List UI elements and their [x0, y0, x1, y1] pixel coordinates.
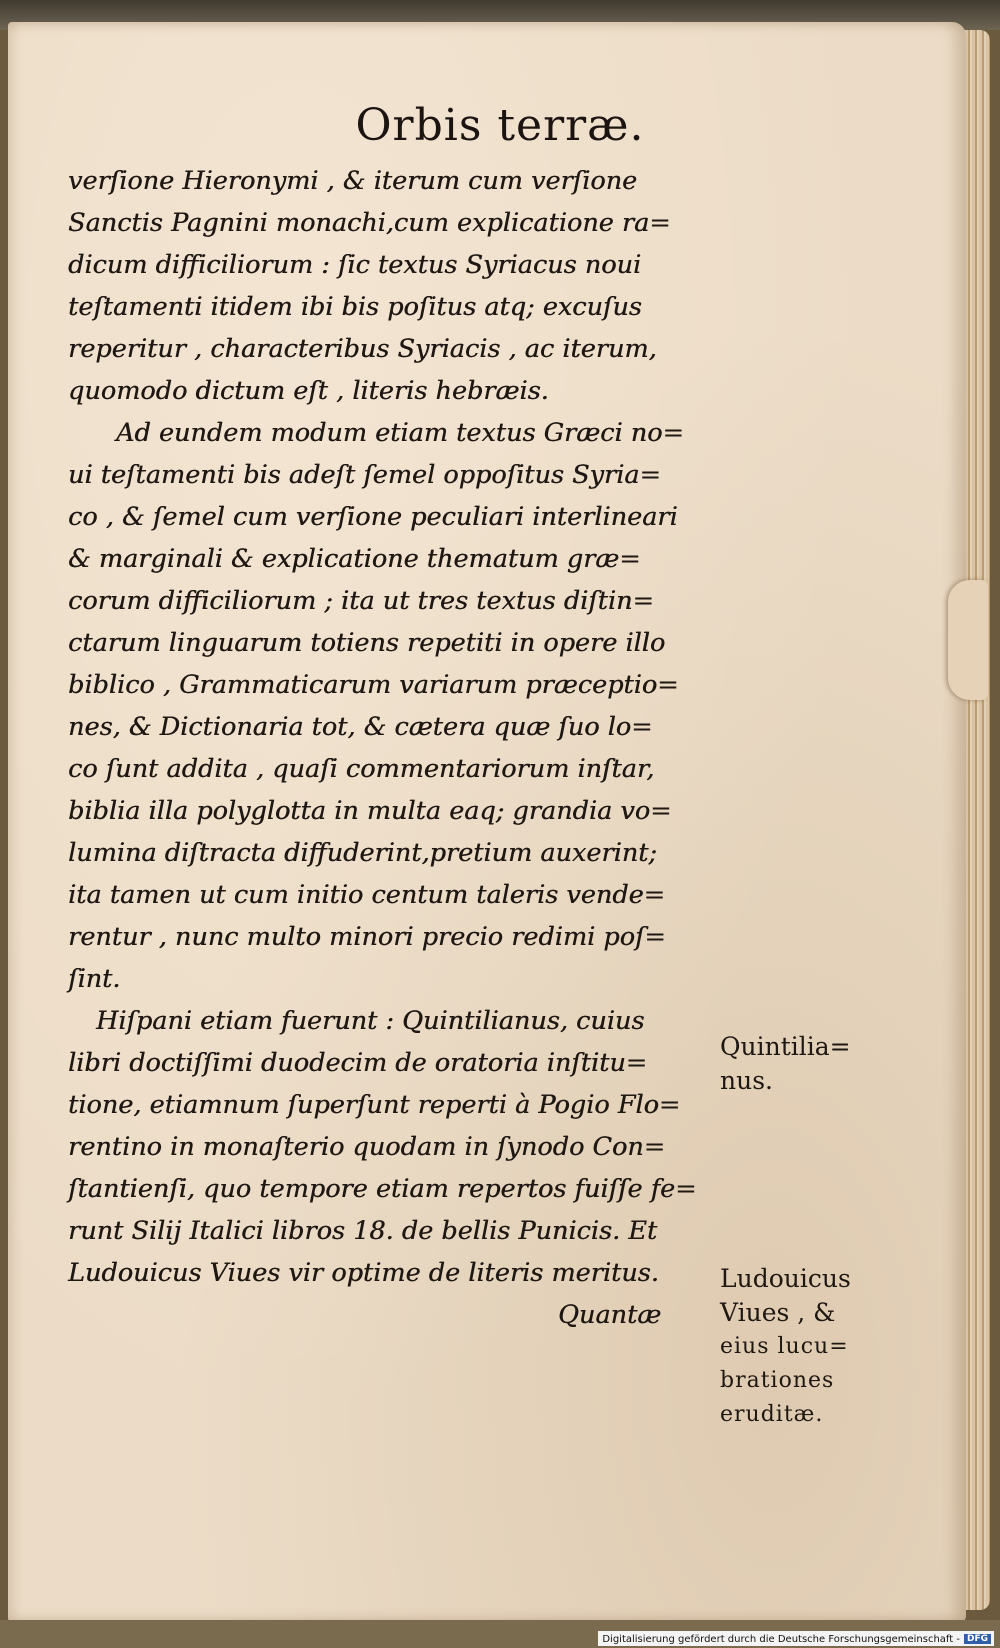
text-line: ſtantienſi, quo tempore etiam repertos fuiſſe fe= — [68, 1174, 697, 1204]
text-line: quomodo dictum eſt , literis hebræis. — [68, 376, 549, 406]
margin-note-line: Ludouicus — [720, 1264, 851, 1293]
margin-note-ludouicus-viues — [720, 1262, 851, 1432]
text-line: ita tamen ut cum initio centum taleris vende= — [68, 880, 666, 910]
text-line: libri doctiſſimi duodecim de oratoria inſtitu= — [68, 1048, 648, 1078]
dfg-logo: DFG — [964, 1634, 991, 1644]
page-heading: Orbis terræ. — [355, 100, 645, 151]
main-text-block — [68, 160, 708, 1336]
text-line: Sanctis Pagnini monachi,cum explicatione ra= — [68, 208, 671, 238]
margin-note-line: eruditæ. — [720, 1402, 824, 1427]
text-line: Ludouicus Viues vir optime de literis meritus. — [68, 1258, 659, 1288]
text-line: corum difficiliorum ; ita ut tres textus diſtin= — [68, 586, 654, 616]
text-line: ui teſtamenti bis adeſt ſemel oppoſitus Syria= — [68, 460, 661, 490]
digitization-credit — [598, 1631, 994, 1646]
text-line: Ad eundem modum etiam textus Græci no= — [116, 418, 684, 448]
bookmark-tab — [948, 580, 988, 700]
text-line: dicum difficiliorum : ſic textus Syriacus noui — [68, 250, 642, 280]
text-line: ctarum linguarum totiens repetiti in opere illo — [68, 628, 666, 658]
margin-note-line: brationes — [720, 1368, 835, 1393]
margin-note-line: Quintilia= — [720, 1032, 851, 1061]
catchword: Quantæ — [558, 1300, 662, 1330]
margin-note-quintilianus — [720, 1030, 851, 1098]
text-line: lumina diſtracta diffuderint,pretium auxerint; — [68, 838, 657, 868]
text-line: & marginali & explicatione thematum græ= — [68, 544, 641, 574]
text-line: tione, etiamnum ſuperſunt reperti à Pogio Flo= — [68, 1090, 681, 1120]
text-line: verſione Hieronymi , & iterum cum verſione — [68, 166, 638, 196]
margin-note-line: eius lucu= — [720, 1334, 849, 1359]
text-line: teſtamenti itidem ibi bis poſitus atq; excuſus — [68, 292, 642, 322]
text-line: rentino in monaſterio quodam in ſynodo Con= — [68, 1132, 666, 1162]
text-line: Hiſpani etiam fuerunt : Quintilianus, cuius — [96, 1006, 645, 1036]
credit-text: Digitalisierung gefördert durch die Deutsche Forschungsgemeinschaft - — [602, 1633, 960, 1645]
text-line: reperitur , characteribus Syriacis , ac iterum, — [68, 334, 657, 364]
text-line: biblia illa polyglotta in multa eaq; grandia vo= — [68, 796, 672, 826]
text-line: runt Silij Italici libros 18. de bellis Punicis. Et — [68, 1216, 658, 1246]
margin-note-line: nus. — [720, 1066, 773, 1095]
text-line: ſint. — [68, 964, 121, 994]
text-line: rentur , nunc multo minori precio redimi poſ= — [68, 922, 666, 952]
margin-note-line: Viues , & — [720, 1298, 836, 1327]
text-line: biblico , Grammaticarum variarum præceptio= — [68, 670, 679, 700]
text-line: nes, & Dictionaria tot, & cætera quæ ſuo lo= — [68, 712, 653, 742]
text-line: co , & ſemel cum verſione peculiari interlineari — [68, 502, 678, 532]
text-line: co ſunt addita , quaſi commentariorum inſtar, — [68, 754, 655, 784]
